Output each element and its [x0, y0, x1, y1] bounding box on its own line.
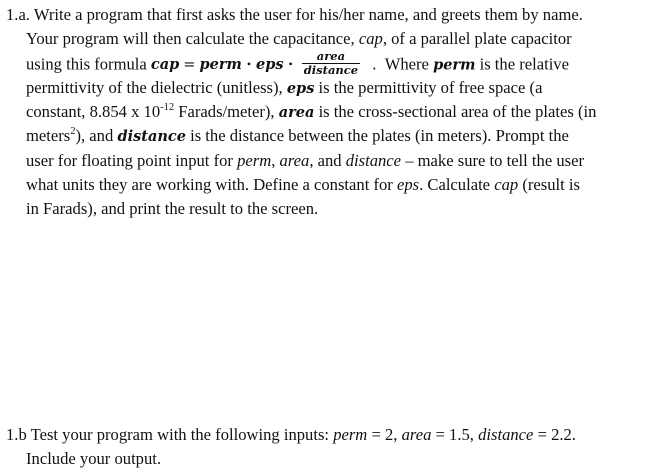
exponent: -12 [160, 101, 175, 113]
text-span: is the distance between the plates (in meters). Prompt the [190, 126, 569, 146]
problem-1a-line-2 [6, 27, 666, 51]
fraction-denominator: distance [303, 62, 359, 77]
value-area: = 1.5, [435, 425, 474, 444]
text-span: (result is [522, 175, 580, 195]
text-span: permittivity of the dielectric (unitless), [26, 77, 283, 97]
var-eps: eps [286, 79, 315, 97]
text-span: Where [384, 53, 429, 73]
value-distance: = 2.2. [537, 425, 576, 444]
problem-1a-line-3 [6, 48, 666, 77]
text-span: what units they are working with. Define a constant for [26, 175, 393, 195]
text-span: meters [26, 126, 71, 146]
var-eps: eps [396, 175, 420, 195]
text-span: Farads/meter), [178, 102, 275, 122]
formula-cap: cap [150, 55, 180, 73]
text-span: constant, 8.854 x 10 [26, 102, 161, 122]
var-distance: distance [478, 425, 534, 444]
problem-1b [6, 423, 666, 472]
text-span: in Farads), and print the result to the screen. [26, 199, 319, 219]
formula-bullet: • [288, 56, 293, 71]
var-area: area [278, 104, 315, 122]
problem-1b-line-2 [6, 447, 666, 471]
text-span: user for floating point input for [26, 150, 233, 170]
var-distance: distance [117, 128, 186, 146]
var-perm: perm [333, 425, 368, 444]
var-area: area [279, 150, 310, 170]
text-span: is the permittivity of free space (a [318, 77, 543, 97]
text-span: Your program will then calculate the capacitance, [26, 29, 355, 49]
var-cap: cap [494, 175, 519, 195]
text-span: is the cross-sectional area of the plates (in [318, 102, 597, 122]
problem-1a [6, 3, 666, 222]
problem-1a-line-6 [6, 124, 666, 148]
formula-perm: perm [199, 55, 242, 73]
text-span: . Calculate [419, 175, 491, 195]
capacitance-formula [150, 48, 372, 77]
fraction-numerator: area [302, 50, 360, 64]
formula-equals: = [183, 56, 196, 73]
text-span: Test your program with the following inputs: [30, 425, 330, 444]
var-perm: perm [433, 55, 476, 73]
problem-1a-line-1 [6, 3, 666, 27]
text-span: using this formula [26, 53, 147, 73]
var-area: area [401, 425, 432, 444]
problem-1a-line-4 [6, 76, 666, 100]
problem-1a-line-5 [6, 100, 666, 124]
formula-fraction [302, 50, 360, 77]
text-span: Include your output. [26, 449, 162, 469]
text-span: , and [309, 150, 342, 170]
problem-1b-label: 1.b [6, 425, 27, 444]
var-perm: perm [237, 150, 272, 170]
var-cap: cap [358, 29, 383, 49]
text-span: , of a parallel plate capacitor [382, 29, 572, 49]
var-distance: distance [345, 150, 402, 170]
formula-bullet: • [246, 56, 252, 71]
problem-1a-line-7 [6, 149, 666, 173]
text-span: . [372, 53, 377, 73]
problem-1a-intro: Write a program that first asks the user for his/her name, and greets them by name. [33, 5, 583, 24]
problem-1a-label: 1.a. [6, 5, 30, 24]
formula-eps: eps [256, 55, 284, 73]
text-span: – make sure to tell the user [405, 150, 584, 170]
value-perm: = 2, [371, 425, 398, 444]
text-span: is the relative [479, 53, 569, 73]
problem-1a-line-8 [6, 173, 666, 197]
exponent: 2 [70, 125, 76, 137]
problem-1a-line-9 [6, 197, 666, 221]
problem-1b-line-1 [6, 423, 666, 447]
text-span: ), and [75, 126, 114, 146]
text-span: , [271, 150, 276, 170]
